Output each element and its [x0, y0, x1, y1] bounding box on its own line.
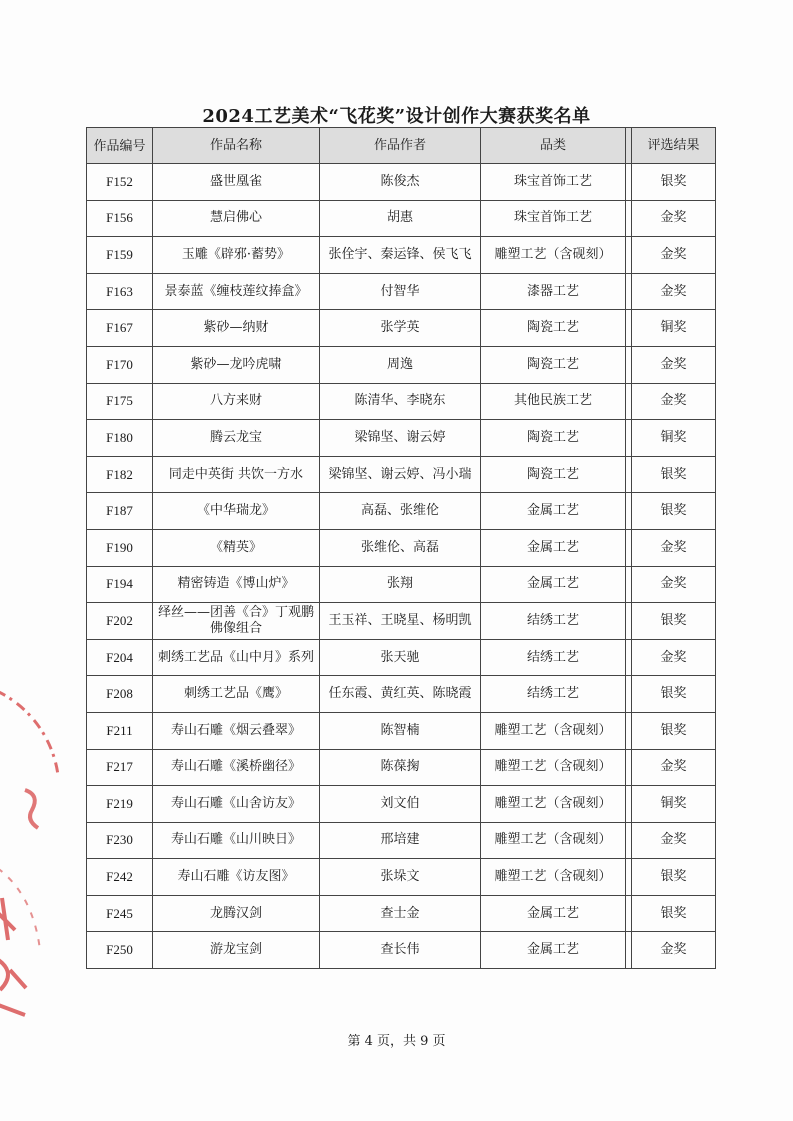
- cell-id: F170: [87, 346, 153, 383]
- cell-author: 张佺宇、秦运锋、侯飞飞: [320, 237, 481, 274]
- cell-category: 雕塑工艺（含砚刻）: [481, 712, 626, 749]
- cell-author: 陈智楠: [320, 712, 481, 749]
- table-row: [87, 383, 716, 420]
- table-row: [87, 822, 716, 859]
- column-header-id: 作品编号: [87, 128, 153, 164]
- cell-id: F163: [87, 273, 153, 310]
- cell-id: F202: [87, 603, 153, 640]
- cell-category: 金属工艺: [481, 566, 626, 603]
- cell-id: F230: [87, 822, 153, 859]
- cell-name: 盛世凰雀: [153, 164, 320, 201]
- cell-category: 金属工艺: [481, 932, 626, 969]
- cell-id: F204: [87, 639, 153, 676]
- table-row: [87, 420, 716, 457]
- cell-id: F219: [87, 786, 153, 823]
- cell-category: 雕塑工艺（含砚刻）: [481, 237, 626, 274]
- cell-name: 紫砂—纳财: [153, 310, 320, 347]
- cell-result: 铜奖: [632, 420, 716, 457]
- cell-category: 陶瓷工艺: [481, 310, 626, 347]
- cell-result: 银奖: [632, 895, 716, 932]
- cell-name: 寿山石雕《山舍访友》: [153, 786, 320, 823]
- cell-author: 查士金: [320, 895, 481, 932]
- cell-author: 陈俊杰: [320, 164, 481, 201]
- cell-author: 周逸: [320, 346, 481, 383]
- cell-name: 绎丝——团善《合》丁观鹏佛像组合: [153, 603, 320, 640]
- cell-category: 珠宝首饰工艺: [481, 164, 626, 201]
- cell-author: 张维伦、高磊: [320, 529, 481, 566]
- cell-author: 刘文伯: [320, 786, 481, 823]
- cell-author: 梁锦坚、谢云婷: [320, 420, 481, 457]
- cell-category: 结绣工艺: [481, 639, 626, 676]
- cell-author: 梁锦坚、谢云婷、冯小瑞: [320, 456, 481, 493]
- cell-result: 金奖: [632, 932, 716, 969]
- cell-result: 金奖: [632, 383, 716, 420]
- cell-id: F242: [87, 859, 153, 896]
- cell-result: 银奖: [632, 676, 716, 713]
- table-row: [87, 639, 716, 676]
- table-row: [87, 712, 716, 749]
- cell-category: 珠宝首饰工艺: [481, 200, 626, 237]
- cell-result: 金奖: [632, 346, 716, 383]
- table-row: [87, 895, 716, 932]
- cell-result: 金奖: [632, 237, 716, 274]
- cell-name: 精密铸造《博山炉》: [153, 566, 320, 603]
- cell-name: 紫砂—龙吟虎啸: [153, 346, 320, 383]
- cell-author: 张天驰: [320, 639, 481, 676]
- cell-category: 雕塑工艺（含砚刻）: [481, 786, 626, 823]
- column-header-category: 品类: [481, 128, 626, 164]
- cell-category: 金属工艺: [481, 529, 626, 566]
- cell-category: 结绣工艺: [481, 676, 626, 713]
- cell-name: 八方来财: [153, 383, 320, 420]
- table-row: [87, 749, 716, 786]
- table-row: [87, 529, 716, 566]
- cell-category: 雕塑工艺（含砚刻）: [481, 749, 626, 786]
- cell-result: 银奖: [632, 493, 716, 530]
- cell-name: 腾云龙宝: [153, 420, 320, 457]
- cell-author: 付智华: [320, 273, 481, 310]
- table-row: [87, 566, 716, 603]
- cell-category: 金属工艺: [481, 493, 626, 530]
- cell-category: 雕塑工艺（含砚刻）: [481, 859, 626, 896]
- cell-id: F245: [87, 895, 153, 932]
- cell-author: 胡惠: [320, 200, 481, 237]
- cell-name: 寿山石雕《溪桥幽径》: [153, 749, 320, 786]
- cell-name: 刺绣工艺品《山中月》系列: [153, 639, 320, 676]
- cell-category: 雕塑工艺（含砚刻）: [481, 822, 626, 859]
- cell-author: 陈葆掬: [320, 749, 481, 786]
- cell-name: 刺绣工艺品《鹰》: [153, 676, 320, 713]
- cell-id: F175: [87, 383, 153, 420]
- cell-category: 其他民族工艺: [481, 383, 626, 420]
- cell-result: 金奖: [632, 529, 716, 566]
- cell-name: 寿山石雕《访友图》: [153, 859, 320, 896]
- red-seal-stamp: [0, 670, 60, 1050]
- cell-id: F211: [87, 712, 153, 749]
- cell-id: F194: [87, 566, 153, 603]
- cell-author: 查长伟: [320, 932, 481, 969]
- cell-id: F180: [87, 420, 153, 457]
- cell-author: 张翔: [320, 566, 481, 603]
- document-title: 2024工艺美术“飞花奖”设计创作大赛获奖名单: [202, 106, 591, 127]
- cell-name: 游龙宝剑: [153, 932, 320, 969]
- cell-result: 金奖: [632, 639, 716, 676]
- table-header-row: [87, 128, 716, 164]
- cell-author: 任东霞、黄红英、陈晓霞: [320, 676, 481, 713]
- cell-result: 金奖: [632, 566, 716, 603]
- table-row: [87, 603, 716, 640]
- table-row: [87, 676, 716, 713]
- table-row: [87, 932, 716, 969]
- table-row: [87, 237, 716, 274]
- cell-id: F217: [87, 749, 153, 786]
- page-footer: 第 4 页，共 9 页: [347, 1034, 446, 1049]
- cell-id: F182: [87, 456, 153, 493]
- cell-author: 邢培建: [320, 822, 481, 859]
- cell-result: 金奖: [632, 822, 716, 859]
- table-row: [87, 200, 716, 237]
- cell-result: 金奖: [632, 749, 716, 786]
- cell-id: F159: [87, 237, 153, 274]
- cell-name: 《精英》: [153, 529, 320, 566]
- table-row: [87, 786, 716, 823]
- cell-name: 寿山石雕《烟云叠翠》: [153, 712, 320, 749]
- cell-category: 漆器工艺: [481, 273, 626, 310]
- cell-name: 《中华瑞龙》: [153, 493, 320, 530]
- cell-result: 银奖: [632, 164, 716, 201]
- cell-name: 景泰蓝《缠枝莲纹捧盒》: [153, 273, 320, 310]
- cell-category: 结绣工艺: [481, 603, 626, 640]
- cell-author: 陈清华、李晓东: [320, 383, 481, 420]
- cell-result: 银奖: [632, 603, 716, 640]
- table-row: [87, 273, 716, 310]
- cell-result: 银奖: [632, 712, 716, 749]
- column-header-result: 评选结果: [632, 128, 716, 164]
- cell-author: 张垛文: [320, 859, 481, 896]
- cell-result: 银奖: [632, 859, 716, 896]
- cell-author: 张学英: [320, 310, 481, 347]
- cell-name: 龙腾汉剑: [153, 895, 320, 932]
- cell-name: 同走中英街 共饮一方水: [153, 456, 320, 493]
- column-header-author: 作品作者: [320, 128, 481, 164]
- table-row: [87, 493, 716, 530]
- cell-result: 金奖: [632, 200, 716, 237]
- cell-id: F190: [87, 529, 153, 566]
- cell-result: 铜奖: [632, 310, 716, 347]
- table-row: [87, 859, 716, 896]
- table-row: [87, 456, 716, 493]
- cell-id: F187: [87, 493, 153, 530]
- cell-result: 金奖: [632, 273, 716, 310]
- cell-name: 玉雕《辟邪·蓄势》: [153, 237, 320, 274]
- cell-category: 陶瓷工艺: [481, 346, 626, 383]
- cell-id: F152: [87, 164, 153, 201]
- table-row: [87, 164, 716, 201]
- awards-table: [86, 127, 716, 969]
- cell-id: F156: [87, 200, 153, 237]
- cell-category: 金属工艺: [481, 895, 626, 932]
- cell-author: 王玉祥、王晓星、杨明凯: [320, 603, 481, 640]
- cell-id: F167: [87, 310, 153, 347]
- cell-category: 陶瓷工艺: [481, 420, 626, 457]
- cell-id: F250: [87, 932, 153, 969]
- cell-category: 陶瓷工艺: [481, 456, 626, 493]
- cell-result: 银奖: [632, 456, 716, 493]
- table-row: [87, 310, 716, 347]
- table-row: [87, 346, 716, 383]
- cell-author: 高磊、张维伦: [320, 493, 481, 530]
- cell-name: 慧启佛心: [153, 200, 320, 237]
- cell-result: 铜奖: [632, 786, 716, 823]
- column-header-name: 作品名称: [153, 128, 320, 164]
- cell-name: 寿山石雕《山川映日》: [153, 822, 320, 859]
- cell-id: F208: [87, 676, 153, 713]
